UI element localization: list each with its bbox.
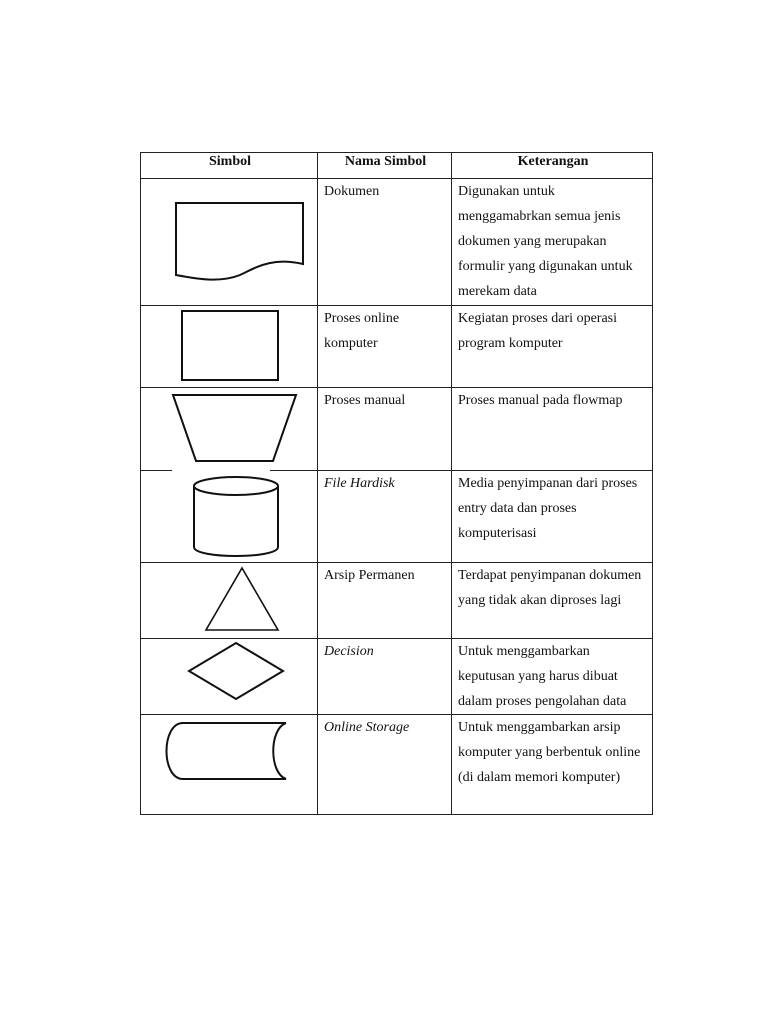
- header-keterangan: Keterangan: [452, 153, 653, 179]
- triangle-archive-icon: [155, 563, 305, 637]
- symbol-cell: [141, 388, 318, 471]
- nama-cell: File Hardisk: [318, 471, 452, 563]
- symbol-table: [140, 152, 653, 815]
- keterangan-cell: Kegiatan proses dari operasi program komputer: [452, 306, 653, 388]
- nama-cell: Proses online komputer: [318, 306, 452, 388]
- keterangan-cell: Untuk menggambarkan keputusan yang harus dibuat dalam proses pengolahan data: [452, 639, 653, 715]
- document-shape-icon: [155, 179, 305, 289]
- cylinder-harddisk-icon: [155, 471, 305, 561]
- table-row: [141, 471, 653, 563]
- table-row: [141, 563, 653, 639]
- nama-cell: Dokumen: [318, 179, 452, 306]
- rectangle-process-icon: [155, 306, 305, 386]
- keterangan-cell: Media penyimpanan dari proses entry data dan proses komputerisasi: [452, 471, 653, 563]
- keterangan-cell: Untuk menggambarkan arsip komputer yang berbentuk online (di dalam memori komputer): [452, 715, 653, 815]
- symbol-cell: [141, 715, 318, 815]
- table-row: [141, 306, 653, 388]
- header-simbol: Simbol: [141, 153, 318, 179]
- border-gap: [172, 463, 270, 473]
- nama-cell: Proses manual: [318, 388, 452, 471]
- table-row: [141, 388, 653, 471]
- table-header-row: [141, 153, 653, 179]
- online-storage-icon: [155, 715, 305, 813]
- nama-cell: Online Storage: [318, 715, 452, 815]
- header-nama-simbol: Nama Simbol: [318, 153, 452, 179]
- nama-cell: Decision: [318, 639, 452, 715]
- symbol-cell: [141, 639, 318, 715]
- keterangan-cell: Terdapat penyimpanan dokumen yang tidak akan diproses lagi: [452, 563, 653, 639]
- symbol-cell: [141, 471, 318, 563]
- symbol-cell: [141, 179, 318, 306]
- keterangan-cell: Proses manual pada flowmap: [452, 388, 653, 471]
- trapezoid-manual-process-icon: [147, 388, 324, 470]
- diamond-decision-icon: [155, 639, 305, 713]
- symbol-cell: [141, 563, 318, 639]
- symbol-cell: [141, 306, 318, 388]
- keterangan-cell: Digunakan untuk menggamabrkan semua jenis dokumen yang merupakan formulir yang digunakan untuk merekam data: [452, 179, 653, 306]
- table-row: [141, 639, 653, 715]
- nama-cell: Arsip Permanen: [318, 563, 452, 639]
- table-row: [141, 715, 653, 815]
- table-row: [141, 179, 653, 306]
